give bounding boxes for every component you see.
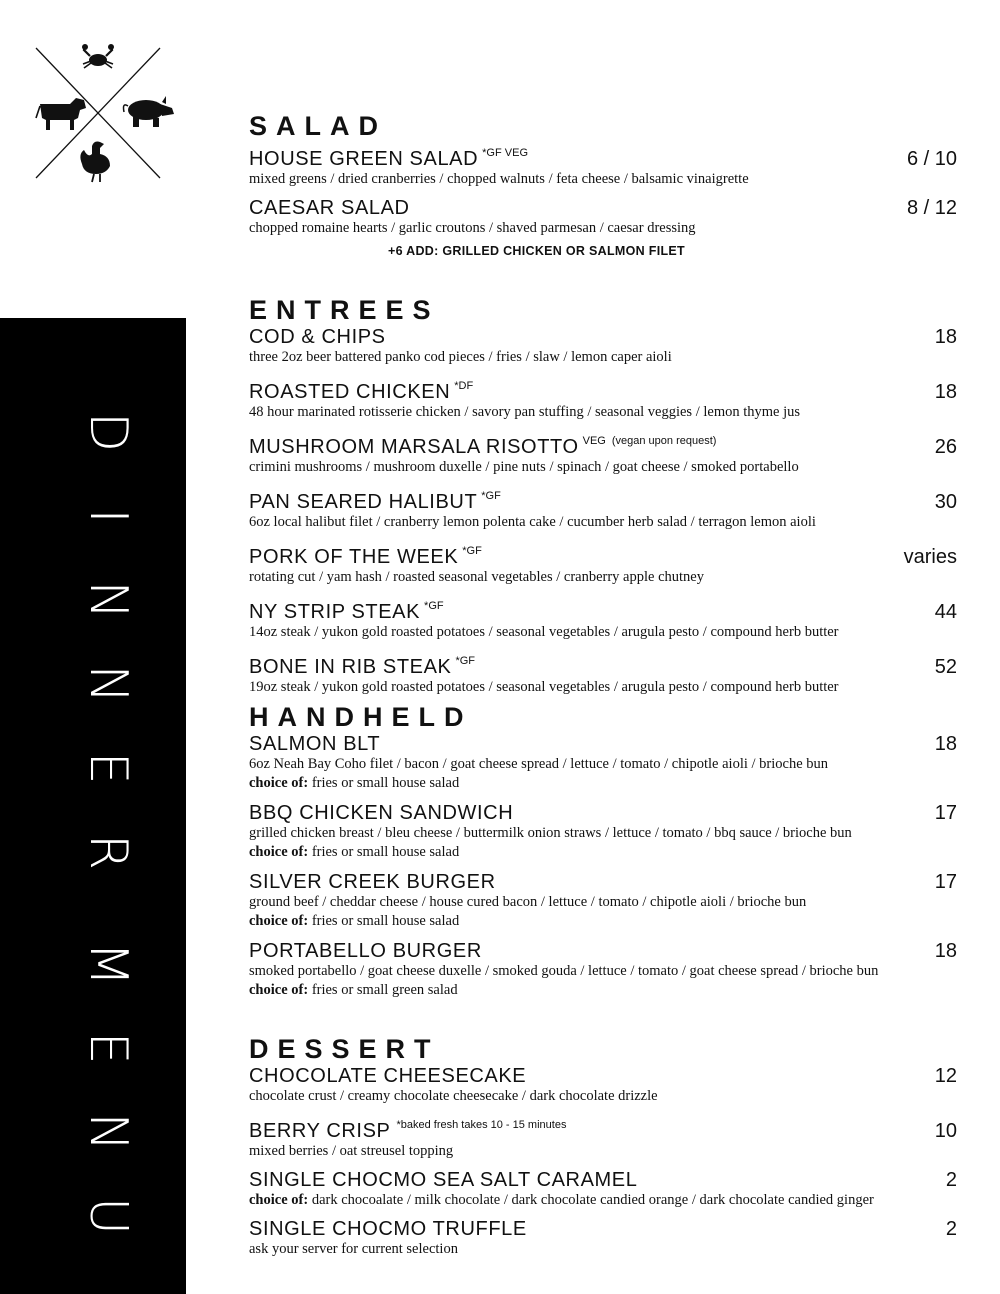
item-note: (vegan upon request) xyxy=(611,435,717,447)
choice-label: choice of: xyxy=(249,982,309,998)
item-header xyxy=(249,595,957,623)
menu-item xyxy=(249,540,957,587)
choice-options: fries or small house salad xyxy=(311,775,460,791)
menu-item xyxy=(249,1218,957,1259)
choice-label: choice of: xyxy=(249,913,309,929)
item-name: NY STRIP STEAK xyxy=(249,601,421,623)
item-price: 18 xyxy=(934,326,957,348)
addon-note: +6 ADD: GRILLED CHICKEN OR SALMON FILET xyxy=(387,244,685,258)
menu-item xyxy=(249,142,957,189)
item-title xyxy=(249,650,475,678)
item-description: chocolate crust / creamy chocolate cheesecake / dark chocolate drizzle xyxy=(249,1088,658,1104)
item-price: 26 xyxy=(934,436,957,458)
item-header xyxy=(249,326,957,348)
item-name: PAN SEARED HALIBUT xyxy=(249,491,478,513)
cow-icon xyxy=(36,98,86,130)
item-name: CAESAR SALAD xyxy=(249,197,410,219)
item-price: 6 / 10 xyxy=(906,148,957,170)
item-price: 17 xyxy=(934,871,957,893)
side-title-letter: D xyxy=(78,411,138,453)
dietary-tag: *GF xyxy=(481,490,501,502)
item-name: MUSHROOM MARSALA RISOTTO xyxy=(249,436,579,458)
item-price: 8 / 12 xyxy=(906,197,957,219)
item-title xyxy=(249,1218,527,1240)
menu-item xyxy=(249,1114,957,1161)
item-title xyxy=(249,430,716,458)
item-title xyxy=(249,1065,526,1087)
item-description: 6oz Neah Bay Coho filet / bacon / goat cheese spread / lettuce / tomato / chipotle aioli / brioche bun xyxy=(249,756,829,772)
choice-options: fries or small house salad xyxy=(311,844,460,860)
menu-item xyxy=(249,326,957,367)
item-description: 6oz local halibut filet / cranberry lemon polenta cake / cucumber herb salad / terragon lemon aioli xyxy=(249,514,816,530)
dietary-tag: *GF xyxy=(455,655,476,667)
item-name: SILVER CREEK BURGER xyxy=(249,871,496,893)
section-title: ENTREES xyxy=(249,295,440,325)
item-price: 12 xyxy=(934,1065,957,1087)
dietary-tag: *GF xyxy=(424,600,444,612)
dietary-tag: VEG xyxy=(582,435,606,447)
menu-item xyxy=(249,802,957,862)
dessert-section xyxy=(249,1035,957,1267)
item-price: 18 xyxy=(934,940,957,962)
dietary-tag: *GF VEG xyxy=(482,147,528,159)
menu-item xyxy=(249,595,957,642)
side-title-letter: U xyxy=(78,1196,138,1236)
item-title xyxy=(249,802,513,824)
dietary-tag: *GF xyxy=(462,545,482,557)
choice-options: fries or small house salad xyxy=(311,913,460,929)
choice-options: dark chocoalate / milk chocolate / dark chocolate candied orange / dark chocolate candied ginger xyxy=(311,1192,874,1208)
item-description: rotating cut / yam hash / roasted seasonal vegetables / cranberry apple chutney xyxy=(249,569,704,585)
choice-label: choice of: xyxy=(249,1192,309,1208)
choice-label: choice of: xyxy=(249,844,309,860)
item-header xyxy=(249,1065,957,1087)
menu-item xyxy=(249,197,957,238)
item-choice xyxy=(249,912,957,931)
item-header xyxy=(249,650,957,678)
item-description: mixed greens / dried cranberries / chopped walnuts / feta cheese / balsamic vinaigrette xyxy=(249,171,749,187)
item-header xyxy=(249,733,957,755)
item-header xyxy=(249,485,957,513)
menu-item xyxy=(249,650,957,697)
choice-label: choice of: xyxy=(249,775,309,791)
menu-item xyxy=(249,485,957,532)
item-name: HOUSE GREEN SALAD xyxy=(249,148,479,170)
item-price: 44 xyxy=(934,601,957,623)
item-price: 2 xyxy=(945,1169,957,1191)
item-header xyxy=(249,802,957,824)
item-name: PORK OF THE WEEK xyxy=(249,546,459,568)
item-price: 17 xyxy=(934,802,957,824)
item-header xyxy=(249,1218,957,1240)
item-choice xyxy=(249,843,957,862)
item-name: ROASTED CHICKEN xyxy=(249,381,451,403)
menu-item xyxy=(249,871,957,931)
item-title xyxy=(249,940,482,962)
side-title xyxy=(62,390,138,1258)
item-choice xyxy=(249,774,957,793)
menu-item xyxy=(249,1065,957,1106)
side-title-letter: M xyxy=(78,941,138,987)
chicken-icon xyxy=(80,142,110,183)
item-title xyxy=(249,733,380,755)
item-note: *baked fresh takes 10 - 15 minutes xyxy=(396,1119,567,1131)
item-header xyxy=(249,1169,957,1191)
item-price: 18 xyxy=(934,733,957,755)
dietary-tag: *DF xyxy=(454,380,474,392)
item-name: COD & CHIPS xyxy=(249,326,386,348)
item-title xyxy=(249,540,482,568)
item-header xyxy=(249,940,957,962)
restaurant-logo xyxy=(18,44,178,184)
item-title xyxy=(249,485,501,513)
item-title xyxy=(249,1114,566,1142)
side-title-letter: N xyxy=(78,664,138,704)
crab-icon xyxy=(82,44,114,68)
item-title xyxy=(249,595,444,623)
item-description: chopped romaine hearts / garlic croutons / shaved parmesan / caesar dressing xyxy=(249,220,696,236)
menu-item xyxy=(249,375,957,422)
item-title xyxy=(249,1169,637,1191)
side-title-letter: E xyxy=(78,1031,138,1065)
side-title-letter: E xyxy=(78,751,138,785)
item-description: 48 hour marinated rotisserie chicken / savory pan stuffing / seasonal veggies / lemon thyme jus xyxy=(249,404,801,420)
item-description: crimini mushrooms / mushroom duxelle / pine nuts / spinach / goat cheese / smoked portabello xyxy=(249,459,799,475)
item-header xyxy=(249,540,957,568)
item-description: grilled chicken breast / bleu cheese / buttermilk onion straws / lettuce / tomato / bbq sauce / brioche bun xyxy=(249,825,852,841)
item-price: 2 xyxy=(945,1218,957,1240)
item-description: smoked portabello / goat cheese duxelle / smoked gouda / lettuce / tomato / goat cheese spread / brioche bun xyxy=(249,963,879,979)
item-name: BERRY CRISP xyxy=(249,1120,391,1142)
menu-item xyxy=(249,940,957,1000)
section-title: DESSERT xyxy=(249,1034,440,1064)
section-title: SALAD xyxy=(249,111,387,141)
side-title-letter: R xyxy=(78,833,138,871)
item-name: SINGLE CHOCMO TRUFFLE xyxy=(249,1218,527,1240)
item-price: 30 xyxy=(934,491,957,513)
item-name: CHOCOLATE CHEESECAKE xyxy=(249,1065,527,1087)
menu-item xyxy=(249,733,957,793)
item-header xyxy=(249,375,957,403)
item-price: varies xyxy=(903,546,957,568)
item-choice xyxy=(249,981,957,1000)
item-name: SALMON BLT xyxy=(249,733,381,755)
item-name: PORTABELLO BURGER xyxy=(249,940,482,962)
item-description: mixed berries / oat streusel topping xyxy=(249,1143,454,1159)
section-title: HANDHELD xyxy=(249,702,473,732)
item-description: three 2oz beer battered panko cod pieces / fries / slaw / lemon caper aioli xyxy=(249,349,672,365)
item-description: ask your server for current selection xyxy=(249,1241,458,1257)
item-description: ground beef / cheddar cheese / house cured bacon / lettuce / tomato / chipotle aioli / brioche bun xyxy=(249,894,807,910)
choice-options: fries or small green salad xyxy=(311,982,458,998)
item-header xyxy=(249,871,957,893)
side-title-letter: N xyxy=(78,580,138,620)
item-header xyxy=(249,430,957,458)
item-header xyxy=(249,1114,957,1142)
item-description: 19oz steak / yukon gold roasted potatoes / seasonal vegetables / arugula pesto / compound herb butter xyxy=(249,679,839,695)
menu-item xyxy=(249,430,957,477)
item-description: 14oz steak / yukon gold roasted potatoes / seasonal vegetables / arugula pesto / compound herb butter xyxy=(249,624,839,640)
item-title xyxy=(249,375,473,403)
item-price: 52 xyxy=(934,656,957,678)
entrees-section xyxy=(249,296,957,705)
salad-section xyxy=(249,112,957,258)
side-title-letter: I xyxy=(78,508,138,524)
item-price: 10 xyxy=(934,1120,957,1142)
pig-icon xyxy=(124,96,175,126)
menu-item xyxy=(249,1169,957,1210)
item-name: SINGLE CHOCMO SEA SALT CARAMEL xyxy=(249,1169,638,1191)
item-title xyxy=(249,871,496,893)
item-name: BBQ CHICKEN SANDWICH xyxy=(249,802,514,824)
item-name: BONE IN RIB STEAK xyxy=(249,656,452,678)
item-price: 18 xyxy=(934,381,957,403)
item-title xyxy=(249,326,386,348)
side-title-letter: N xyxy=(78,1112,138,1152)
handheld-section xyxy=(249,703,957,1009)
item-choice xyxy=(249,1191,957,1210)
